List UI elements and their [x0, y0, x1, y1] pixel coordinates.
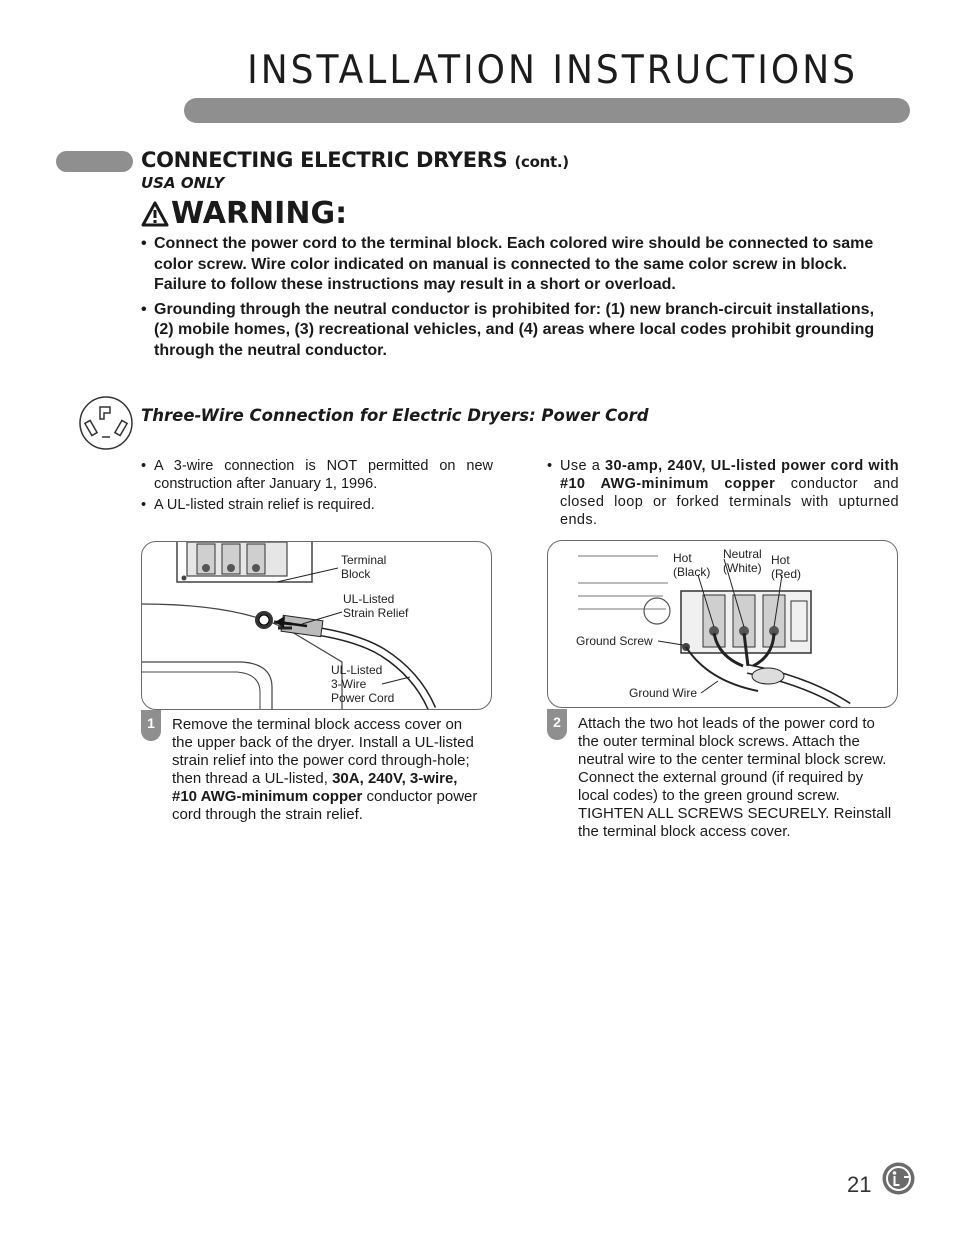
page-number: 21: [847, 1172, 872, 1197]
step-text-part: Remove the terminal block access cover on the upper back of the dryer. Install a UL-listed strain relief into the power cord through-hole; then thread a UL-listed,: [172, 716, 474, 787]
warning-item-text: Grounding through the neutral conductor is prohibited for: (1) new branch-circuit installations, (2) mobile homes, (3) recreational vehicles, and (4) areas where local codes prohibit grounding through the neutral conductor.: [154, 300, 875, 359]
three-prong-outlet-icon: [78, 395, 134, 451]
title-bar-decoration: [184, 98, 910, 123]
callout-neutral-white: [723, 547, 762, 575]
callout-power-cord: [331, 663, 394, 705]
lg-logo-icon: [882, 1162, 915, 1195]
note-text: [560, 457, 899, 529]
warning-list: [141, 234, 881, 365]
step-number-badge: 1: [141, 710, 161, 741]
page-title: INSTALLATION INSTRUCTIONS: [247, 48, 858, 93]
left-notes: [141, 457, 493, 517]
step-1-text: [172, 716, 482, 824]
callout-line: Terminal: [341, 553, 387, 567]
note-item: • A 3-wire connection is NOT permitted on new construction after January 1, 1996.: [141, 458, 493, 492]
callout-line: 3-Wire: [331, 677, 367, 691]
section-title-text: CONNECTING ELECTRIC DRYERS: [141, 148, 508, 172]
callout-hot-red: [771, 553, 801, 581]
section-pill-decoration: [56, 151, 133, 172]
callout-line: UL-Listed: [343, 592, 395, 606]
warning-triangle-icon: [141, 201, 169, 227]
figure-terminal-wiring: [547, 540, 898, 708]
note-text: A 3-wire connection is NOT permitted on new construction after January 1, 1996.: [154, 458, 493, 492]
callout-terminal-block: [341, 553, 386, 581]
callout-line: UL-Listed: [331, 663, 383, 677]
warning-heading: [141, 196, 347, 231]
warning-item-text: Connect the power cord to the terminal block. Each colored wire should be connected to same color screw. Wire color indicated on manual is connected to the same color screw in block. Failure to follow these instructions may result in a short or overload.: [154, 235, 874, 293]
warning-item: • Grounding through the neutral conductor is prohibited for: (1) new branch-circuit installations, (2) mobile homes, (3) recreational vehicles, and (4) areas where local codes prohibit grounding through the neutral conductor.: [141, 300, 881, 362]
right-notes: [547, 457, 899, 532]
note-suffix: conductor and closed loop or forked terminals with upturned ends.: [560, 476, 899, 528]
callout-line: Power Cord: [331, 691, 395, 705]
callout-line: Block: [341, 567, 371, 581]
callout-ground-screw: Ground Screw: [576, 634, 653, 648]
strain-relief-illustration: [142, 542, 491, 709]
note-item: • Use a 30-amp, 240V, UL-listed power cord with #10 AWG-minimum copper conductor and closed loop or forked terminals with upturned ends.: [547, 458, 900, 528]
note-item: • A UL-listed strain relief is required.: [141, 497, 375, 513]
note-prefix: Use a: [560, 458, 606, 474]
section-title: [141, 148, 569, 172]
warning-label: WARNING:: [171, 196, 348, 231]
callout-line: (Black): [673, 565, 711, 579]
callout-ground-wire: Ground Wire: [629, 686, 698, 700]
callout-line: Strain Relief: [343, 606, 409, 620]
warning-item: • Connect the power cord to the terminal block. Each colored wire should be connected to same color screw. Wire color indicated on manual is connected to the same color screw in block. Failure to follow these instructions may result in a short or overload.: [141, 234, 881, 296]
step-text-part: conductor power cord through the strain relief.: [172, 788, 478, 823]
step-2-text: Attach the two hot leads of the power cord to the outer terminal block screws. Attach the neutral wire to the center terminal block screw. Connect the external ground (if required by local codes) to the green ground screw. TIGHTEN ALL SCREWS SECURELY. Reinstall the terminal block access cover.: [578, 715, 892, 840]
callout-line: (White): [723, 561, 762, 575]
callout-line: Hot: [673, 551, 692, 565]
callout-line: Hot: [771, 553, 790, 567]
three-wire-title: Three-Wire Connection for Electric Dryers: Power Cord: [141, 406, 649, 425]
section-subtitle: USA ONLY: [141, 174, 225, 192]
callout-strain-relief: [343, 592, 408, 620]
callout-hot-black: [673, 551, 710, 579]
callout-line: Neutral: [723, 547, 762, 561]
note-bold: 30-amp, 240V, UL-listed power cord with #10 AWG-minimum copper: [560, 458, 900, 492]
callout-line: (Red): [771, 567, 802, 581]
figure-strain-relief: [141, 541, 492, 710]
step-text-bold: 30A, 240V, 3-wire, #10 AWG-minimum copper: [172, 770, 458, 805]
step-number-badge: 2: [547, 709, 567, 740]
section-title-suffix: (cont.): [514, 153, 569, 171]
note-text: A UL-listed strain relief is required.: [154, 497, 375, 513]
